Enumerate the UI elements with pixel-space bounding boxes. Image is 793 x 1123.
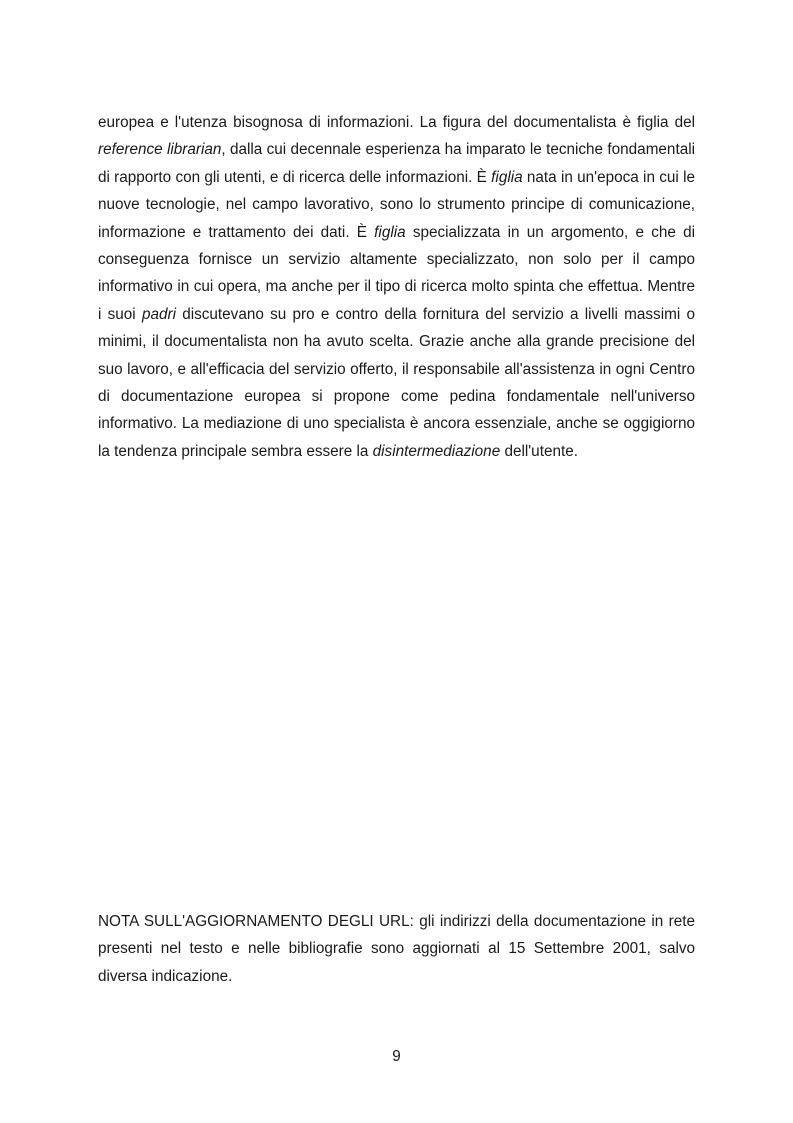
emphasis-padri: padri: [141, 305, 176, 323]
body-text-segment: specializzata in un argomento, e che di conseguenza fornisce un servizio altamente specializzato, non solo per il campo informativo in cui opera, ma anche per il tipo di ricerca molto spinta che effettua. Mentre i suoi: [98, 223, 695, 323]
url-update-note: NOTA SULL'AGGIORNAMENTO DEGLI URL: gli indirizzi della documentazione in rete presenti nel testo e nelle bibliografie sono aggiornati al 15 Settembre 2001, salvo diversa indicazione.: [98, 913, 695, 985]
body-text-segment: europea e l'utenza bisognosa di informazioni. La figura del documentalista è figlia del: [98, 114, 695, 131]
body-text-segment: , dalla cui decennale esperienza ha imparato le tecniche fondamentali di rapporto con gli utenti, e di ricerca delle informazioni. È: [98, 141, 695, 186]
emphasis-disintermediazione: disintermediazione: [372, 442, 501, 460]
body-text-segment: nata in un'epoca in cui le nuove tecnologie, nel campo lavorativo, sono lo strumento principe di comunicazione, informazione e trattamento dei dati. È: [98, 168, 695, 241]
emphasis-figlia: figlia: [491, 168, 523, 186]
emphasis-reference-librarian: reference librarian: [98, 141, 222, 159]
page-number: 9: [392, 1048, 401, 1065]
body-paragraph: [98, 109, 695, 465]
emphasis-figlia: figlia: [374, 223, 406, 241]
body-text-segment: dell'utente.: [500, 442, 578, 460]
body-text-segment: discutevano su pro e contro della fornitura del servizio a livelli massimi o minimi, il documentalista non ha avuto scelta. Grazie anche alla grande precisione del suo lavoro, e all'efficacia del servizio offerto, il responsabile all'assistenza in ogni Centro di documentazione europea si propone come pedina fondamentale nell'universo informativo. La mediazione di uno specialista è ancora essenziale, anche se oggigiorno la tendenza principale sembra essere la: [98, 305, 695, 460]
